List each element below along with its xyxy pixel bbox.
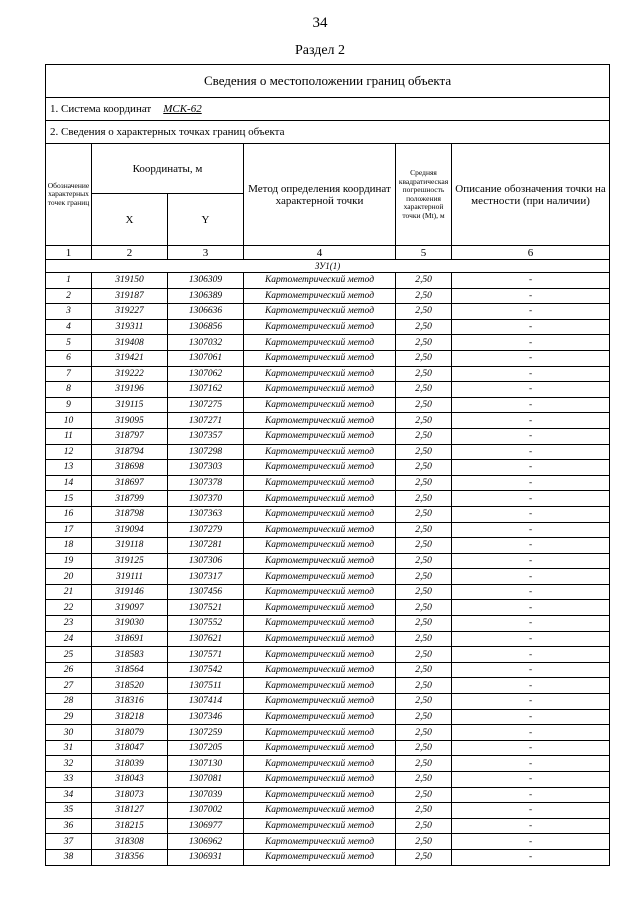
table-row	[46, 553, 610, 569]
coord-y: 1307542	[168, 662, 244, 678]
error-value: 2,50	[396, 709, 452, 725]
description: -	[452, 678, 610, 694]
error-value: 2,50	[396, 803, 452, 819]
point-number: 27	[46, 678, 92, 694]
description: -	[452, 616, 610, 632]
error-value: 2,50	[396, 273, 452, 289]
method: Картометрический метод	[244, 304, 396, 320]
coord-x: 318215	[92, 818, 168, 834]
point-number: 7	[46, 366, 92, 382]
point-number: 30	[46, 725, 92, 741]
table-row	[46, 460, 610, 476]
point-number: 32	[46, 756, 92, 772]
coord-x: 319196	[92, 382, 168, 398]
error-value: 2,50	[396, 662, 452, 678]
method: Картометрический метод	[244, 491, 396, 507]
point-number: 15	[46, 491, 92, 507]
table-row	[46, 366, 610, 382]
coord-y: 1307062	[168, 366, 244, 382]
error-value: 2,50	[396, 397, 452, 413]
description: -	[452, 772, 610, 788]
coord-x: 319095	[92, 413, 168, 429]
point-number: 21	[46, 584, 92, 600]
coord-x: 318794	[92, 444, 168, 460]
description: -	[452, 600, 610, 616]
column-number: 6	[452, 246, 610, 260]
table-row	[46, 631, 610, 647]
description: -	[452, 350, 610, 366]
description: -	[452, 382, 610, 398]
description: -	[452, 584, 610, 600]
coord-x: 318316	[92, 694, 168, 710]
coord-y: 1307378	[168, 475, 244, 491]
table-row	[46, 694, 610, 710]
coord-x: 319115	[92, 397, 168, 413]
method: Картометрический метод	[244, 428, 396, 444]
error-value: 2,50	[396, 366, 452, 382]
table-row	[46, 678, 610, 694]
coord-x: 318520	[92, 678, 168, 694]
table-row	[46, 849, 610, 865]
coord-x: 319094	[92, 522, 168, 538]
method: Картометрический метод	[244, 709, 396, 725]
point-number: 13	[46, 460, 92, 476]
point-number: 10	[46, 413, 92, 429]
table-row	[46, 475, 610, 491]
table-row	[46, 740, 610, 756]
coord-y: 1307032	[168, 335, 244, 351]
error-value: 2,50	[396, 600, 452, 616]
error-value: 2,50	[396, 772, 452, 788]
error-value: 2,50	[396, 725, 452, 741]
point-number: 19	[46, 553, 92, 569]
coord-y: 1307571	[168, 647, 244, 663]
coord-y: 1307061	[168, 350, 244, 366]
table-row	[46, 569, 610, 585]
point-number: 34	[46, 787, 92, 803]
coord-x: 319150	[92, 273, 168, 289]
coord-y: 1307621	[168, 631, 244, 647]
section-title: Раздел 2	[294, 43, 346, 58]
method: Картометрический метод	[244, 849, 396, 865]
coord-x: 318698	[92, 460, 168, 476]
column-number: 1	[46, 246, 92, 260]
error-value: 2,50	[396, 319, 452, 335]
method: Картометрический метод	[244, 506, 396, 522]
table-row	[46, 397, 610, 413]
coord-x: 319111	[92, 569, 168, 585]
coord-y: 1307317	[168, 569, 244, 585]
coord-y: 1307002	[168, 803, 244, 819]
point-number: 1	[46, 273, 92, 289]
method: Картометрический метод	[244, 397, 396, 413]
table-row	[46, 522, 610, 538]
description: -	[452, 756, 610, 772]
table-row	[46, 584, 610, 600]
header-y: Y	[168, 194, 244, 246]
page-number: 34	[312, 15, 328, 31]
point-number: 20	[46, 569, 92, 585]
column-number: 3	[168, 246, 244, 260]
table-row	[46, 288, 610, 304]
points-section-label: 2. Сведения о характерных точках границ объекта	[46, 121, 610, 144]
method: Картометрический метод	[244, 834, 396, 850]
table-title: Сведения о местоположении границ объекта	[46, 65, 610, 98]
point-number: 17	[46, 522, 92, 538]
coord-y: 1307271	[168, 413, 244, 429]
method: Картометрический метод	[244, 584, 396, 600]
point-number: 38	[46, 849, 92, 865]
boundary-table	[45, 64, 610, 866]
error-value: 2,50	[396, 538, 452, 554]
coord-y: 1307363	[168, 506, 244, 522]
error-value: 2,50	[396, 304, 452, 320]
error-value: 2,50	[396, 475, 452, 491]
method: Картометрический метод	[244, 413, 396, 429]
point-number: 23	[46, 616, 92, 632]
coord-y: 1307279	[168, 522, 244, 538]
coord-x: 318127	[92, 803, 168, 819]
method: Картометрический метод	[244, 319, 396, 335]
coord-y: 1306977	[168, 818, 244, 834]
coord-y: 1307552	[168, 616, 244, 632]
error-value: 2,50	[396, 584, 452, 600]
error-value: 2,50	[396, 740, 452, 756]
point-number: 25	[46, 647, 92, 663]
description: -	[452, 834, 610, 850]
coord-x: 318799	[92, 491, 168, 507]
coord-y: 1307130	[168, 756, 244, 772]
coord-x: 318073	[92, 787, 168, 803]
method: Картометрический метод	[244, 273, 396, 289]
description: -	[452, 522, 610, 538]
description: -	[452, 397, 610, 413]
method: Картометрический метод	[244, 600, 396, 616]
group-label: ЗУ1(1)	[46, 260, 610, 273]
method: Картометрический метод	[244, 740, 396, 756]
coord-y: 1307081	[168, 772, 244, 788]
point-number: 12	[46, 444, 92, 460]
method: Картометрический метод	[244, 725, 396, 741]
coord-x: 319408	[92, 335, 168, 351]
coord-y: 1307205	[168, 740, 244, 756]
table-row	[46, 273, 610, 289]
method: Картометрический метод	[244, 553, 396, 569]
description: -	[452, 506, 610, 522]
coord-x: 318583	[92, 647, 168, 663]
table-row	[46, 304, 610, 320]
method: Картометрический метод	[244, 631, 396, 647]
table-row	[46, 506, 610, 522]
error-value: 2,50	[396, 522, 452, 538]
point-number: 26	[46, 662, 92, 678]
coord-y: 1307259	[168, 725, 244, 741]
description: -	[452, 818, 610, 834]
error-value: 2,50	[396, 460, 452, 476]
table-row	[46, 787, 610, 803]
coord-x: 319222	[92, 366, 168, 382]
table-row	[46, 803, 610, 819]
point-number: 18	[46, 538, 92, 554]
table-row	[46, 600, 610, 616]
coord-x: 318308	[92, 834, 168, 850]
error-value: 2,50	[396, 834, 452, 850]
description: -	[452, 849, 610, 865]
coord-x: 318079	[92, 725, 168, 741]
method: Картометрический метод	[244, 616, 396, 632]
error-value: 2,50	[396, 616, 452, 632]
description: -	[452, 319, 610, 335]
method: Картометрический метод	[244, 662, 396, 678]
description: -	[452, 491, 610, 507]
coord-y: 1307357	[168, 428, 244, 444]
coord-x: 318218	[92, 709, 168, 725]
point-number: 37	[46, 834, 92, 850]
description: -	[452, 538, 610, 554]
error-value: 2,50	[396, 413, 452, 429]
table-row	[46, 444, 610, 460]
point-number: 4	[46, 319, 92, 335]
description: -	[452, 662, 610, 678]
method: Картометрический метод	[244, 569, 396, 585]
description: -	[452, 569, 610, 585]
point-number: 36	[46, 818, 92, 834]
coord-y: 1307456	[168, 584, 244, 600]
coord-y: 1306962	[168, 834, 244, 850]
coord-y: 1307414	[168, 694, 244, 710]
error-value: 2,50	[396, 288, 452, 304]
description: -	[452, 366, 610, 382]
method: Картометрический метод	[244, 647, 396, 663]
method: Картометрический метод	[244, 678, 396, 694]
table-row	[46, 491, 610, 507]
description: -	[452, 304, 610, 320]
table-row	[46, 413, 610, 429]
error-value: 2,50	[396, 678, 452, 694]
description: -	[452, 444, 610, 460]
table-row	[46, 382, 610, 398]
table-row	[46, 647, 610, 663]
column-number: 5	[396, 246, 452, 260]
coord-y: 1306389	[168, 288, 244, 304]
table-row	[46, 616, 610, 632]
header-description: Описание обозначения точки на местности (при наличии)	[452, 144, 610, 246]
coord-y: 1307511	[168, 678, 244, 694]
method: Картометрический метод	[244, 522, 396, 538]
coord-x: 319030	[92, 616, 168, 632]
error-value: 2,50	[396, 756, 452, 772]
error-value: 2,50	[396, 350, 452, 366]
table-row	[46, 834, 610, 850]
coord-x: 319118	[92, 538, 168, 554]
method: Картометрический метод	[244, 772, 396, 788]
method: Картометрический метод	[244, 538, 396, 554]
method: Картометрический метод	[244, 803, 396, 819]
coord-y: 1306856	[168, 319, 244, 335]
coord-system-row	[46, 98, 610, 121]
description: -	[452, 273, 610, 289]
error-value: 2,50	[396, 382, 452, 398]
point-number: 5	[46, 335, 92, 351]
coord-x: 319311	[92, 319, 168, 335]
description: -	[452, 428, 610, 444]
table-row	[46, 818, 610, 834]
point-number: 2	[46, 288, 92, 304]
coord-x: 319227	[92, 304, 168, 320]
point-number: 9	[46, 397, 92, 413]
coord-x: 319187	[92, 288, 168, 304]
description: -	[452, 335, 610, 351]
error-value: 2,50	[396, 569, 452, 585]
header-coordinates: Координаты, м	[92, 144, 244, 194]
description: -	[452, 460, 610, 476]
table-row	[46, 428, 610, 444]
point-number: 35	[46, 803, 92, 819]
point-number: 6	[46, 350, 92, 366]
table-row	[46, 538, 610, 554]
coord-x: 319146	[92, 584, 168, 600]
method: Картометрический метод	[244, 366, 396, 382]
coord-y: 1307298	[168, 444, 244, 460]
coord-y: 1307275	[168, 397, 244, 413]
header-point-designation: Обозначение характерных точек границ	[46, 144, 92, 246]
description: -	[452, 694, 610, 710]
point-number: 29	[46, 709, 92, 725]
header-x: X	[92, 194, 168, 246]
error-value: 2,50	[396, 787, 452, 803]
error-value: 2,50	[396, 818, 452, 834]
description: -	[452, 288, 610, 304]
coord-y: 1307346	[168, 709, 244, 725]
description: -	[452, 709, 610, 725]
table-row	[46, 756, 610, 772]
error-value: 2,50	[396, 506, 452, 522]
method: Картометрический метод	[244, 382, 396, 398]
coord-x: 319097	[92, 600, 168, 616]
point-number: 14	[46, 475, 92, 491]
table-row	[46, 709, 610, 725]
coord-y: 1306931	[168, 849, 244, 865]
coord-x: 318797	[92, 428, 168, 444]
point-number: 22	[46, 600, 92, 616]
coord-x: 318047	[92, 740, 168, 756]
coord-system-value: МСК-62	[163, 103, 202, 115]
point-number: 24	[46, 631, 92, 647]
method: Картометрический метод	[244, 460, 396, 476]
point-number: 31	[46, 740, 92, 756]
error-value: 2,50	[396, 631, 452, 647]
error-value: 2,50	[396, 428, 452, 444]
error-value: 2,50	[396, 335, 452, 351]
error-value: 2,50	[396, 553, 452, 569]
error-value: 2,50	[396, 444, 452, 460]
point-number: 28	[46, 694, 92, 710]
point-number: 33	[46, 772, 92, 788]
point-number: 16	[46, 506, 92, 522]
coord-y: 1307281	[168, 538, 244, 554]
coord-x: 318039	[92, 756, 168, 772]
method: Картометрический метод	[244, 756, 396, 772]
method: Картометрический метод	[244, 787, 396, 803]
description: -	[452, 631, 610, 647]
table-row	[46, 725, 610, 741]
method: Картометрический метод	[244, 350, 396, 366]
coord-x: 318691	[92, 631, 168, 647]
column-number: 4	[244, 246, 396, 260]
description: -	[452, 413, 610, 429]
coord-system-label: 1. Система координат	[50, 103, 152, 115]
description: -	[452, 553, 610, 569]
description: -	[452, 740, 610, 756]
method: Картометрический метод	[244, 288, 396, 304]
coord-y: 1307370	[168, 491, 244, 507]
method: Картометрический метод	[244, 694, 396, 710]
coord-y: 1307162	[168, 382, 244, 398]
table-row	[46, 335, 610, 351]
method: Картометрический метод	[244, 818, 396, 834]
description: -	[452, 787, 610, 803]
description: -	[452, 647, 610, 663]
point-number: 3	[46, 304, 92, 320]
description: -	[452, 475, 610, 491]
coord-y: 1307303	[168, 460, 244, 476]
column-number: 2	[92, 246, 168, 260]
coord-x: 319421	[92, 350, 168, 366]
table-row	[46, 662, 610, 678]
table-row	[46, 319, 610, 335]
coord-x: 318697	[92, 475, 168, 491]
header-error: Средняя квадратическая погрешность положения характерной точки (Mt), м	[396, 144, 452, 246]
table-row	[46, 772, 610, 788]
coord-y: 1306309	[168, 273, 244, 289]
coord-x: 318356	[92, 849, 168, 865]
error-value: 2,50	[396, 491, 452, 507]
point-number: 11	[46, 428, 92, 444]
coord-y: 1307039	[168, 787, 244, 803]
method: Картометрический метод	[244, 444, 396, 460]
method: Картометрический метод	[244, 475, 396, 491]
point-number: 8	[46, 382, 92, 398]
coord-x: 318564	[92, 662, 168, 678]
description: -	[452, 803, 610, 819]
header-method: Метод определения координат характерной точки	[244, 144, 396, 246]
coord-y: 1306636	[168, 304, 244, 320]
table-row	[46, 350, 610, 366]
coord-y: 1307521	[168, 600, 244, 616]
error-value: 2,50	[396, 694, 452, 710]
error-value: 2,50	[396, 849, 452, 865]
coord-x: 318043	[92, 772, 168, 788]
error-value: 2,50	[396, 647, 452, 663]
method: Картометрический метод	[244, 335, 396, 351]
coord-x: 319125	[92, 553, 168, 569]
coord-x: 318798	[92, 506, 168, 522]
description: -	[452, 725, 610, 741]
coord-y: 1307306	[168, 553, 244, 569]
